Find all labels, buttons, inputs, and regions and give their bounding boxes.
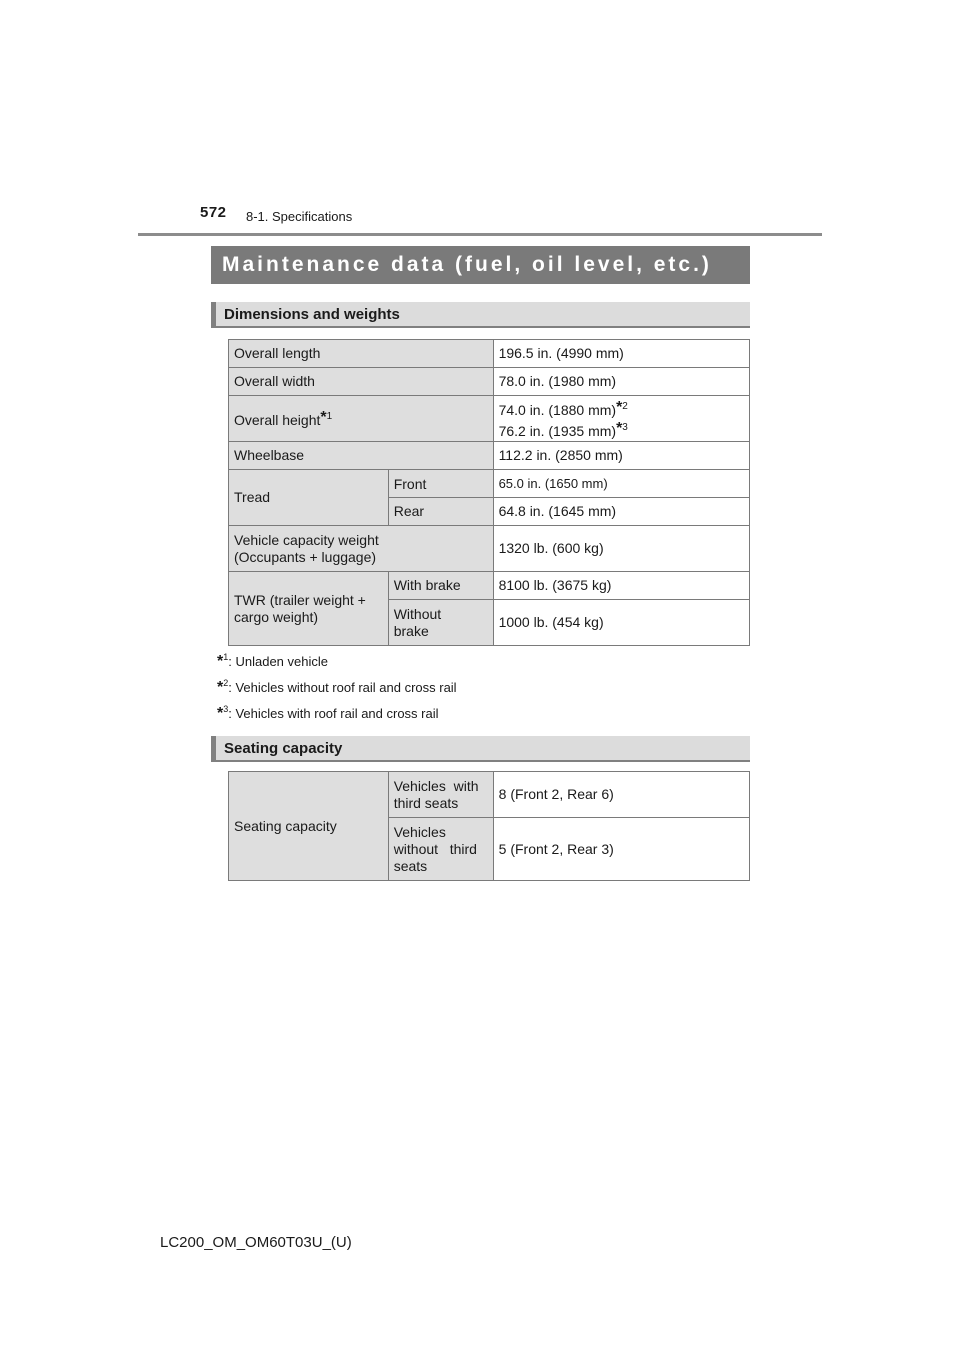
tread-rear-value: 64.8 in. (1645 mm): [493, 498, 749, 526]
table-row: [229, 470, 750, 498]
footnote-number: 2: [223, 678, 229, 688]
overall-length-value: 196.5 in. (4990 mm): [493, 340, 749, 368]
document-code: LC200_OM_OM60T03U_(U): [160, 1234, 352, 1251]
dimensions-heading: Dimensions and weights: [211, 302, 750, 328]
twr-without-brake-line2: brake: [393, 622, 429, 639]
vehicle-capacity-value: 1320 lb. (600 kg): [493, 526, 749, 572]
page-title: Maintenance data (fuel, oil level, etc.): [211, 246, 750, 284]
table-row: [229, 772, 750, 818]
without-third-seats-line1: Vehicles: [393, 823, 446, 840]
overall-length-label: Overall length: [229, 340, 494, 368]
footnote-asterisk: *: [320, 409, 327, 426]
footnote-asterisk: *: [616, 419, 623, 437]
footnote-text: : Unladen vehicle: [228, 654, 328, 669]
tread-label: Tread: [229, 470, 389, 526]
vehicle-capacity-label-line2: (Occupants + luggage): [234, 548, 377, 565]
overall-height-value-cell: [493, 396, 749, 442]
twr-label-line2: cargo weight): [234, 608, 319, 625]
footnote-ref: 1: [326, 411, 333, 422]
footnote-asterisk: *: [217, 653, 224, 670]
seating-table: [228, 771, 750, 881]
without-third-seats-line3: seats: [393, 857, 428, 874]
footnote-text: : Vehicles with roof rail and cross rail: [228, 706, 439, 721]
footnote-asterisk: *: [217, 679, 224, 696]
table-row: [229, 572, 750, 600]
page-number: 572: [200, 204, 227, 221]
dimensions-table: [228, 339, 750, 646]
twr-with-brake-label: With brake: [388, 572, 493, 600]
wheelbase-label: Wheelbase: [229, 442, 494, 470]
overall-height-value-2: 76.2 in. (1935 mm): [498, 422, 617, 439]
twr-without-brake-line1: Without: [393, 605, 442, 622]
vehicle-capacity-label: [229, 526, 494, 572]
without-third-seats-value: 5 (Front 2, Rear 3): [493, 818, 749, 881]
seating-capacity-label: Seating capacity: [229, 772, 389, 881]
with-third-seats-line1: Vehicles with: [393, 777, 479, 794]
twr-label: [229, 572, 389, 646]
without-third-seats-line2: without third: [393, 840, 477, 857]
footnote-asterisk: *: [217, 705, 224, 722]
vehicle-capacity-label-line1: Vehicle capacity weight: [234, 531, 379, 548]
twr-without-brake-value: 1000 lb. (454 kg): [493, 600, 749, 646]
tread-front-label: Front: [388, 470, 493, 498]
overall-height-value-1: 74.0 in. (1880 mm): [498, 401, 617, 418]
twr-with-brake-value: 8100 lb. (3675 kg): [493, 572, 749, 600]
wheelbase-value: 112.2 in. (2850 mm): [493, 442, 749, 470]
twr-label-line1: TWR (trailer weight +: [234, 591, 366, 608]
footnote-ref: 2: [622, 400, 628, 412]
without-third-seats-label: [388, 818, 493, 881]
with-third-seats-value: 8 (Front 2, Rear 6): [493, 772, 749, 818]
table-row: [229, 368, 750, 396]
with-third-seats-line2: third seats: [393, 794, 459, 811]
twr-without-brake-label: [388, 600, 493, 646]
header-rule: [138, 233, 822, 236]
footnote-2: [217, 678, 457, 697]
footnote-number: 1: [223, 652, 229, 662]
tread-rear-label: Rear: [388, 498, 493, 526]
footnote-asterisk: *: [616, 398, 623, 416]
tread-front-value: 65.0 in. (1650 mm): [493, 470, 749, 498]
overall-height-label-cell: [229, 396, 494, 442]
table-row: [229, 340, 750, 368]
section-label: 8-1. Specifications: [246, 209, 353, 224]
table-row: [229, 526, 750, 572]
footnote-3: [217, 704, 439, 723]
footnote-ref: 3: [622, 421, 628, 433]
footnote-1: [217, 652, 328, 671]
footnote-number: 3: [223, 704, 229, 714]
table-row: [229, 396, 750, 442]
overall-width-label: Overall width: [229, 368, 494, 396]
overall-width-value: 78.0 in. (1980 mm): [493, 368, 749, 396]
overall-height-label: Overall height: [234, 412, 321, 428]
with-third-seats-label: [388, 772, 493, 818]
seating-heading: Seating capacity: [211, 736, 750, 762]
footnote-text: : Vehicles without roof rail and cross rail: [228, 680, 457, 695]
table-row: [229, 442, 750, 470]
